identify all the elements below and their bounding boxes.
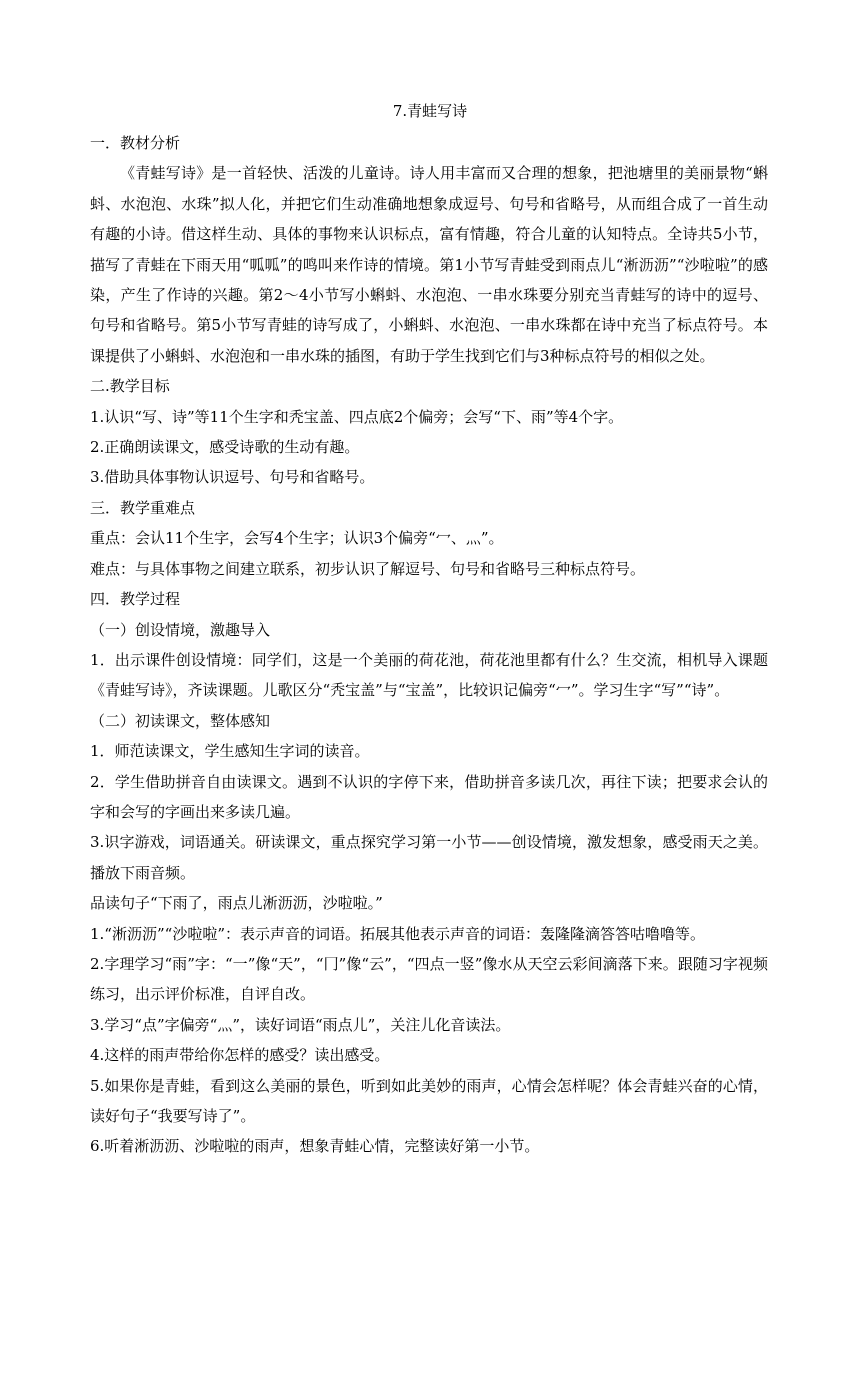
step-item: 1.“淅沥沥”“沙啦啦”：表示声音的词语。拓展其他表示声音的词语：轰隆隆滴答答咕噜噜等。 — [90, 924, 705, 943]
step-item: 2.字理学习“雨”字：“一”像“天”，“冂”像“云”，“四点一竖”像水从天空云彩间滴落下来。跟随习字视频练习，出示评价标准，自评自改。 — [90, 954, 768, 1004]
step-item: 3.识字游戏，词语通关。研读课文，重点探究学习第一小节——创设情境，激发想象，感受雨天之美。播放下雨音频。 — [90, 833, 768, 882]
goal-item: 1.认识“写、诗”等11个生字和秃宝盖、四点底2个偏旁；会写“下、雨”等4个字。 — [90, 407, 624, 426]
analysis-paragraph: 《青蛙写诗》是一首轻快、活泼的儿童诗。诗人用丰富而又合理的想象，把池塘里的美丽景物“蝌蚪、水泡泡、水珠”拟人化，并把它们生动准确地想象成逗号、句号和省略号，从而组合成了一首生动有趣的小诗。借这样生动、具体的事物来认识标点，富有情趣，符合儿童的认知特点。全诗共5小节，描写了青蛙在下雨天用“呱呱”的鸣叫来作诗的情境。第1小节写青蛙受到雨点儿“淅沥沥”“沙啦啦”的感染，产生了作诗的兴趣。第2～4小节写小蝌蚪、水泡泡、一串水珠要分别充当青蛙写的诗中的逗号、句号和省略号。第5小节写青蛙的诗写成了，小蝌蚪、水泡泡、一串水珠都在诗中充当了标点符号。本课提供了小蝌蚪、水泡泡和一串水珠的插图，有助于学生找到它们与3种标点符号的相似之处。 — [90, 164, 768, 365]
document-title: 7.青蛙写诗 — [392, 102, 468, 120]
step-item: 3.学习“点”字偏旁“灬”，读好词语“雨点儿”，关注儿化音读法。 — [90, 1015, 511, 1034]
goal-item: 2.正确朗读课文，感受诗歌的生动有趣。 — [90, 438, 360, 457]
step-item: 品读句子“下雨了，雨点儿淅沥沥，沙啦啦。” — [90, 894, 383, 913]
section-heading-process: 四．教学过程 — [90, 590, 181, 609]
step-item: 1．师范读课文，学生感知生字词的读音。 — [90, 742, 370, 761]
difficult-point: 难点：与具体事物之间建立联系，初步认识了解逗号、句号和省略号三种标点符号。 — [90, 559, 646, 578]
goal-item: 3.借助具体事物认识逗号、句号和省略号。 — [90, 468, 375, 487]
step-heading: （二）初读课文，整体感知 — [90, 711, 271, 730]
step-paragraph: 1．出示课件创设情境：同学们，这是一个美丽的荷花池，荷花池里都有什么？生交流，相机导入课题《青蛙写诗》，齐读课题。儿歌区分“秃宝盖”与“宝盖”，比较识记偏旁“冖”。学习生字“写”“诗”。 — [90, 650, 768, 700]
document-body — [90, 128, 768, 1162]
step-item: 6.听着淅沥沥、沙啦啦的雨声，想象青蛙心情，完整读好第一小节。 — [90, 1137, 540, 1156]
section-heading-analysis: 一．教材分析 — [90, 134, 181, 152]
step-heading: （一）创设情境，激趣导入 — [90, 620, 271, 639]
step-item: 2．学生借助拼音自由读课文。遇到不认识的字停下来，借助拼音多读几次，再往下读；把要求会认的字和会写的字画出来多读几遍。 — [90, 772, 768, 821]
step-item: 4.这样的雨声带给你怎样的感受？读出感受。 — [90, 1046, 390, 1065]
key-point: 重点：会认11个生字，会写4个生字；认识3个偏旁“冖、灬”。 — [90, 529, 504, 548]
section-heading-goals: 二.教学目标 — [90, 377, 170, 396]
section-heading-key-points: 三．教学重难点 — [90, 498, 196, 517]
step-item: 5.如果你是青蛙，看到这么美丽的景色，听到如此美妙的雨声，心情会怎样呢？体会青蛙兴奋的心情，读好句子“我要写诗了”。 — [90, 1076, 768, 1125]
